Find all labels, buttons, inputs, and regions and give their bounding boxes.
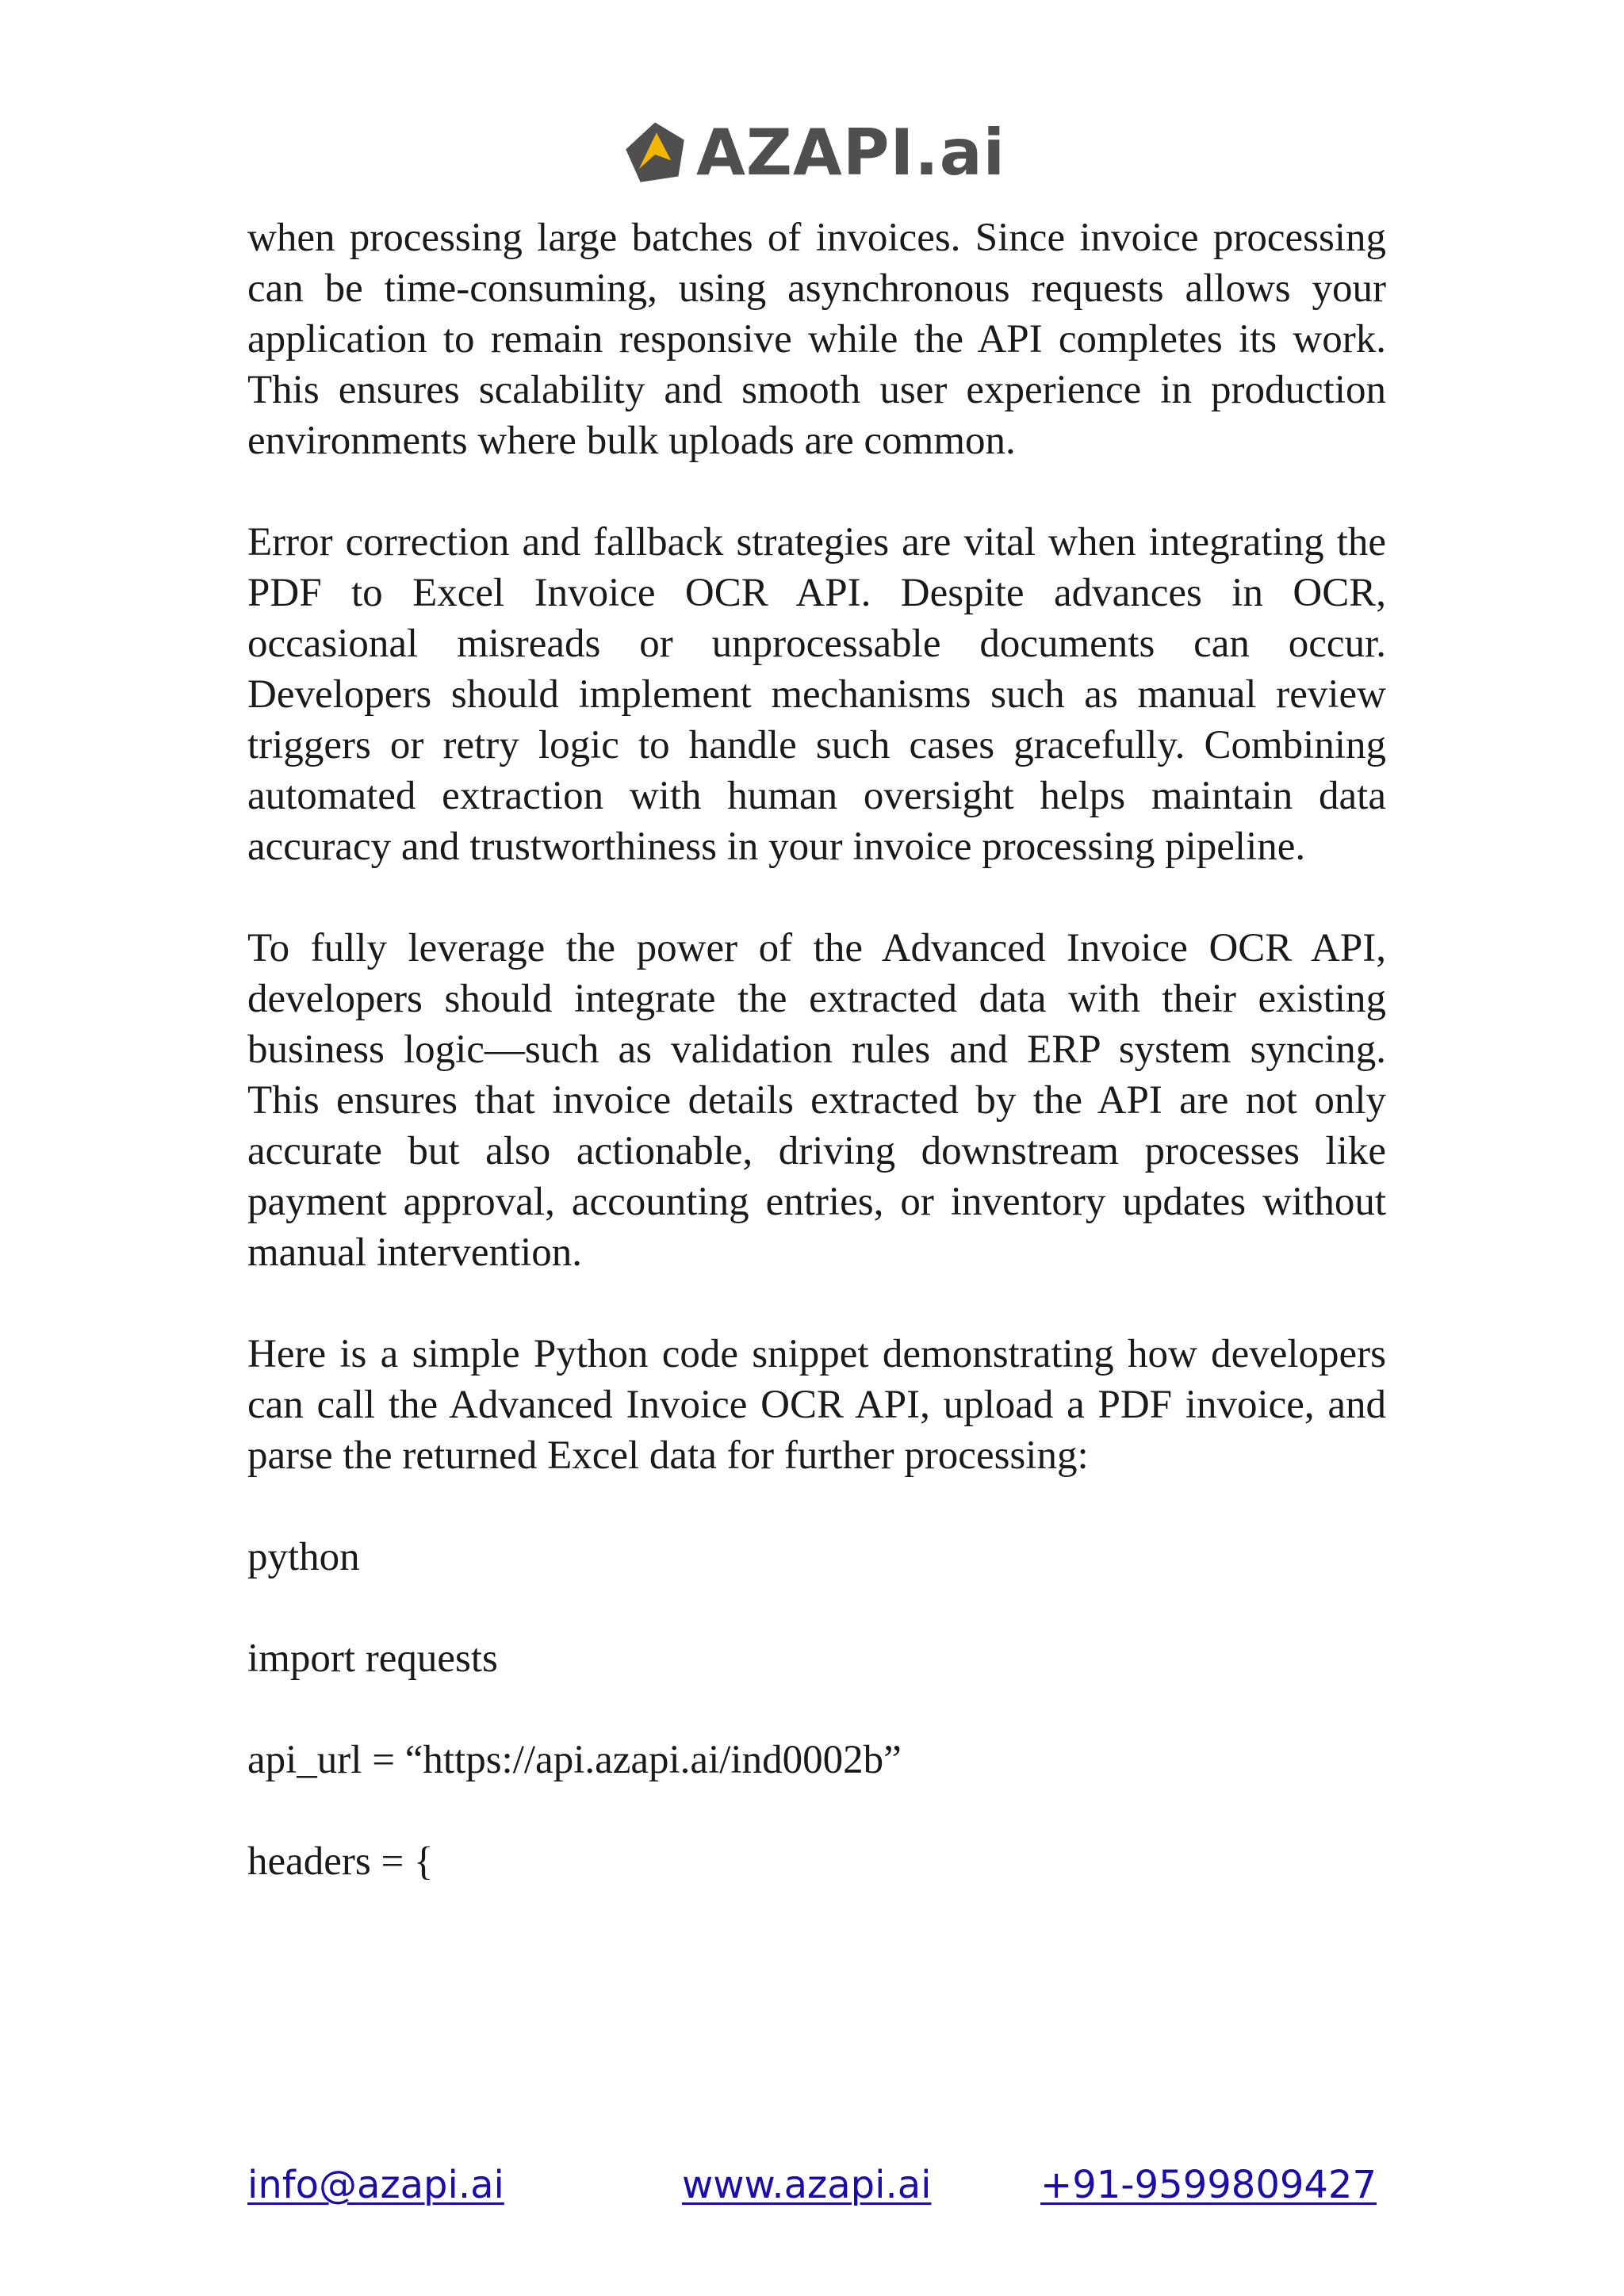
paragraph-business-logic: To fully leverage the power of the Advanced Invoice OCR API, developers should integrate the extracted data with their existing business logic—such as validation rules and ERP system syncing. This ensures that invoice details extracted by the API are not only accurate but also actionable, driving downstream processes like payment approval, accounting entries, or inventory updates without manual intervention. — [247, 926, 1386, 1275]
footer-phone-link[interactable]: +91-9599809427 — [1040, 2163, 1377, 2207]
paragraph-error-correction: Error correction and fallback strategies are vital when integrating the PDF to Excel Invoice OCR API. Despite advances in OCR, occasional misreads or unprocessable documents can occur. Developers should implement mechanisms such as manual review triggers or retry logic to handle such cases gracefully. Combining automated extraction with human oversight helps maintain data accuracy and trustworthiness in your invoice processing pipeline. — [247, 520, 1386, 869]
azapi-logo-mark-icon — [619, 117, 691, 189]
page-header — [0, 109, 1624, 197]
code-line-api-url: api_url = “https://api.azapi.ai/ind0002b” — [247, 1738, 902, 1782]
code-line-headers: headers = { — [247, 1839, 434, 1884]
paragraph-async: when processing large batches of invoices. Since invoice processing can be time-consuming, using asynchronous requests allows your application to remain responsive while the API completes its work. This ensures scalability and smooth user experience in production environments where bulk uploads are common. — [247, 216, 1386, 463]
logo-text: AZAPI.ai — [695, 116, 1006, 189]
page-footer — [247, 2163, 1386, 2218]
paragraph-code-intro: Here is a simple Python code snippet demonstrating how developers can call the Advanced Invoice OCR API, upload a PDF invoice, and parse the returned Excel data for further processing: — [247, 1332, 1386, 1478]
code-line-import: import requests — [247, 1636, 498, 1681]
azapi-logo — [619, 117, 1005, 189]
footer-website-link[interactable]: www.azapi.ai — [682, 2163, 932, 2207]
document-body — [247, 212, 1386, 1938]
footer-email-link[interactable]: info@azapi.ai — [247, 2163, 504, 2207]
code-language-label: python — [247, 1535, 360, 1579]
